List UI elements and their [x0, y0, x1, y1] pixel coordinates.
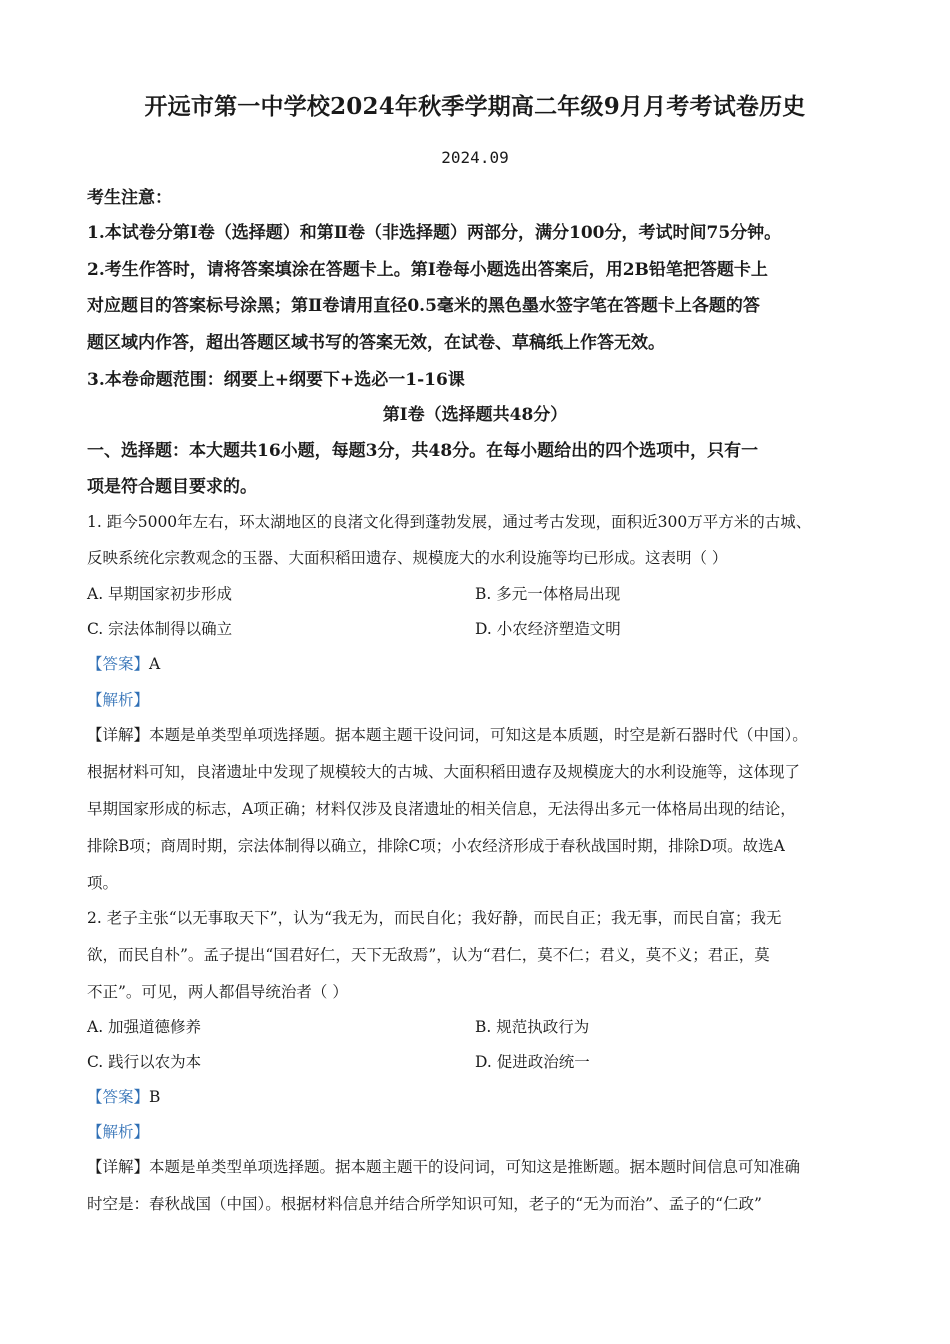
option-b: B. 规范执政行为 — [475, 1018, 590, 1036]
option-b: B. 多元一体格局出现 — [475, 585, 621, 603]
answer-tag: 【答案】 — [87, 1088, 150, 1106]
detail-line: 项。 — [87, 874, 119, 892]
answer-value: B — [149, 1088, 161, 1106]
detail-text: 本题是单类型单项选择题。据本题主题干的设问词，可知这是推断题。据本题时间信息可知准确 — [149, 1158, 801, 1176]
answer-row — [87, 652, 160, 674]
notice-line: 2.考生作答时，请将答案填涂在答题卡上。第Ⅰ卷每小题选出答案后，用2B铅笔把答题卡上 — [87, 260, 768, 280]
option-a: A. 早期国家初步形成 — [87, 585, 233, 603]
detail-line: 排除B项；商周时期，宗法体制得以确立，排除C项；小农经济形成于春秋战国时期，排除D项。故选A — [87, 837, 785, 855]
detail-text: 本题是单类型单项选择题。据本题主题干设问词，可知这是本质题，时空是新石器时代（中国）。 — [149, 726, 808, 744]
notice-line: 题区域内作答，超出答题区域书写的答案无效，在试卷、草稿纸上作答无效。 — [87, 333, 665, 353]
notice-line: 对应题目的答案标号涂黑；第Ⅱ卷请用直径0.5毫米的黑色墨水签字笔在答题卡上各题的答 — [87, 296, 760, 316]
analysis-tag: 【解析】 — [87, 1123, 150, 1141]
answer-tag: 【答案】 — [87, 655, 150, 673]
answer-value: A — [149, 655, 161, 673]
section-title: 第Ⅰ卷（选择题共48分） — [382, 405, 568, 425]
detail-line — [87, 1155, 800, 1177]
detail-line: 根据材料可知，良渚遗址中发现了规模较大的古城、大面积稻田遗存及规模庞大的水利设施等，这体现了 — [87, 763, 801, 781]
question-stem: 反映系统化宗教观念的玉器、大面积稻田遗存、规模庞大的水利设施等均已形成。这表明（ ） — [87, 549, 728, 567]
detail-tag: 【详解】 — [87, 726, 150, 744]
question-stem: 1. 距今5000年左右，环太湖地区的良渚文化得到蓬勃发展，通过考古发现，面积近300万平方米的古城、 — [87, 513, 812, 531]
section-instruction: 一、选择题：本大题共16小题，每题3分，共48分。在每小题给出的四个选项中，只有一 — [87, 441, 759, 461]
option-d: D. 小农经济塑造文明 — [475, 620, 621, 638]
analysis-tag: 【解析】 — [87, 691, 150, 709]
answer-row — [87, 1085, 160, 1107]
exam-date: 2024.09 — [441, 148, 509, 167]
question-stem: 2. 老子主张“以无事取天下”，认为“我无为，而民自化；我好静，而民自正；我无事，而民自富；我无 — [87, 909, 782, 927]
detail-line — [87, 723, 808, 745]
detail-tag: 【详解】 — [87, 1158, 150, 1176]
option-a: A. 加强道德修养 — [87, 1018, 202, 1036]
section-instruction: 项是符合题目要求的。 — [87, 477, 257, 497]
question-stem: 不正”。可见，两人都倡导统治者（ ） — [87, 983, 348, 1001]
option-c: C. 践行以农为本 — [87, 1053, 202, 1071]
question-stem: 欲，而民自朴”。孟子提出“国君好仁，天下无敌焉”，认为“君仁，莫不仁；君义，莫不义；君正，莫 — [87, 946, 770, 964]
option-d: D. 促进政治统一 — [475, 1053, 590, 1071]
notice-heading: 考生注意： — [87, 188, 172, 208]
notice-line: 1.本试卷分第Ⅰ卷（选择题）和第Ⅱ卷（非选择题）两部分，满分100分，考试时间75分钟。 — [87, 223, 782, 243]
detail-line: 早期国家形成的标志，A项正确；材料仅涉及良渚遗址的相关信息，无法得出多元一体格局出现的结论， — [87, 800, 796, 818]
notice-line: 3.本卷命题范围：纲要上+纲要下+选必一1-16课 — [87, 370, 465, 390]
exam-title: 开远市第一中学校2024年秋季学期高二年级9月月考考试卷历史 — [144, 93, 806, 120]
option-c: C. 宗法体制得以确立 — [87, 620, 233, 638]
detail-line: 时空是：春秋战国（中国）。根据材料信息并结合所学知识可知，老子的“无为而治”、孟子的“仁政” — [87, 1195, 762, 1213]
